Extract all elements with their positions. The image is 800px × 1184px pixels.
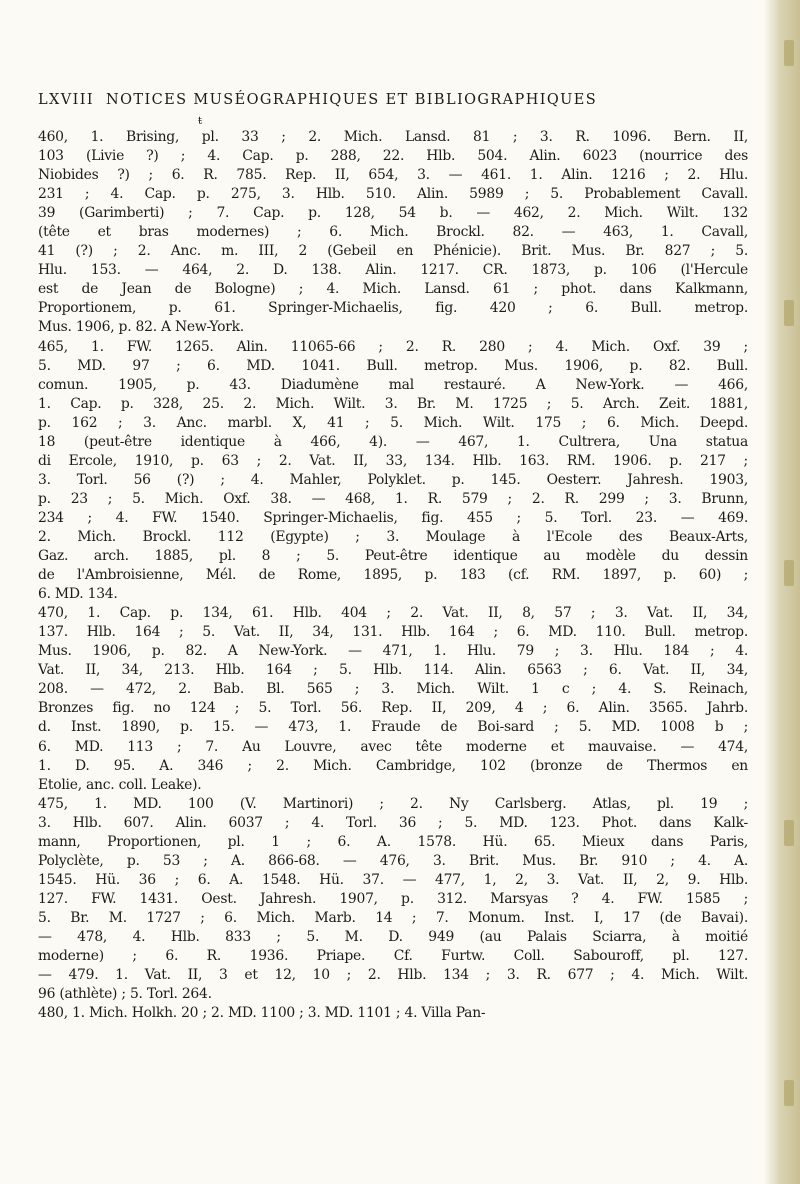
text-line: di Ercole, 1910, p. 63 ; 2. Vat. II, 33, 134. Hlb. 163. RM. 1906. p. 217 ; (38, 452, 748, 469)
edge-stain (784, 1080, 794, 1106)
edge-stain (784, 820, 794, 846)
text-line: 231 ; 4. Cap. p. 275, 3. Hlb. 510. Alin. 5989 ; 5. Probablement Cavall. (38, 186, 748, 203)
text-line: 3. Hlb. 607. Alin. 6037 ; 4. Torl. 36 ; 5. MD. 123. Phot. dans Kalk- (38, 814, 748, 831)
text-line: 1545. Hü. 36 ; 6. A. 1548. Hü. 37. — 477, 1, 2, 3. Vat. II, 2, 9. Hlb. (38, 871, 748, 888)
text-line: (tête et bras modernes) ; 6. Mich. Brockl. 82. — 463, 1. Cavall, (38, 224, 748, 241)
text-line: 18 (peut-être identique à 466, 4). — 467, 1. Cultrera, Una statua (38, 433, 748, 450)
text-line: d. Inst. 1890, p. 15. — 473, 1. Fraude de Boi-sard ; 5. MD. 1008 b ; (38, 719, 748, 736)
text-line: Mus. 1906, p. 82. A New-York. — 471, 1. Hlu. 79 ; 3. Hlu. 184 ; 4. (38, 643, 748, 660)
text-line: de l'Ambroisienne, Mél. de Rome, 1895, p. 183 (cf. RM. 1897, p. 60) ; (38, 567, 748, 584)
edge-stain (784, 300, 794, 326)
text-line: Hlu. 153. — 464, 2. D. 138. Alin. 1217. CR. 1873, p. 106 (l'Hercule (38, 262, 748, 279)
text-line: 39 (Garimberti) ; 7. Cap. p. 128, 54 b. — 462, 2. Mich. Wilt. 132 (38, 205, 748, 222)
text-line: 137. Hlb. 164 ; 5. Vat. II, 34, 131. Hlb. 164 ; 6. MD. 110. Bull. metrop. (38, 624, 748, 641)
text-line: moderne) ; 6. R. 1936. Priape. Cf. Furtw. Coll. Sabouroff, pl. 127. (38, 948, 748, 965)
edge-stain (784, 40, 794, 66)
text-line: 3. Torl. 56 (?) ; 4. Mahler, Polyklet. p. 145. Oesterr. Jahresh. 1903, (38, 471, 748, 488)
notices-text-block (38, 116, 748, 1023)
text-line: 96 (athlète) ; 5. Torl. 264. (38, 986, 212, 1003)
text-line: 6. MD. 113 ; 7. Au Louvre, avec tête moderne et mauvaise. — 474, (38, 738, 748, 755)
text-line: 41 (?) ; 2. Anc. m. III, 2 (Gebeil en Phénicie). Brit. Mus. Br. 827 ; 5. (38, 243, 748, 260)
edge-stain (784, 560, 794, 586)
text-line: 5. Br. M. 1727 ; 6. Mich. Marb. 14 ; 7. Monum. Inst. I, 17 (de Bavai). (38, 909, 748, 926)
text-line: 103 (Livie ?) ; 4. Cap. p. 288, 22. Hlb. 504. Alin. 6023 (nourrice des (38, 148, 748, 165)
text-line: 460, 1. Brising, pl. 33 ; 2. Mich. Lansd. 81 ; 3. R. 1096. Bern. II, (38, 129, 748, 145)
text-line: 5. MD. 97 ; 6. MD. 1041. Bull. metrop. Mus. 1906, p. 82. Bull. (38, 357, 748, 374)
text-line: 1. D. 95. A. 346 ; 2. Mich. Cambridge, 102 (bronze de Thermos en (38, 757, 748, 774)
text-line: 234 ; 4. FW. 1540. Springer-Michaelis, fig. 455 ; 5. Torl. 23. — 469. (38, 509, 748, 526)
text-line: 465, 1. FW. 1265. Alin. 11065-66 ; 2. R. 280 ; 4. Mich. Oxf. 39 ; (38, 338, 748, 355)
text-line: p. 23 ; 5. Mich. Oxf. 38. — 468, 1. R. 579 ; 2. R. 299 ; 3. Brunn, (38, 490, 748, 507)
running-title: NOTICES MUSÉOGRAPHIQUES ET BIBLIOGRAPHIQUES (106, 92, 598, 108)
text-line: Proportionem, p. 61. Springer-Michaelis, fig. 420 ; 6. Bull. metrop. (38, 300, 748, 317)
text-line: ŧ (198, 116, 202, 127)
text-line: — 478, 4. Hlb. 833 ; 5. M. D. 949 (au Palais Sciarra, à moitié (38, 928, 748, 945)
text-line: 127. FW. 1431. Oest. Jahresh. 1907, p. 312. Marsyas ? 4. FW. 1585 ; (38, 890, 748, 907)
text-line: Polyclète, p. 53 ; A. 866-68. — 476, 3. Brit. Mus. Br. 910 ; 4. A. (38, 852, 748, 869)
text-line: 480, 1. Mich. Holkh. 20 ; 2. MD. 1100 ; 3. MD. 1101 ; 4. Villa Pan- (38, 1005, 486, 1022)
text-line: 6. MD. 134. (38, 586, 118, 603)
page-number: LXVIII (38, 92, 95, 108)
text-line: Gaz. arch. 1885, pl. 8 ; 5. Peut-être identique au modèle du dessin (38, 548, 748, 565)
text-line: 470, 1. Cap. p. 134, 61. Hlb. 404 ; 2. Vat. II, 8, 57 ; 3. Vat. II, 34, (38, 605, 748, 622)
text-line: 2. Mich. Brockl. 112 (Egypte) ; 3. Moulage à l'Ecole des Beaux-Arts, (38, 528, 748, 545)
text-line: Etolie, anc. coll. Leake). (38, 776, 202, 793)
text-line: Mus. 1906, p. 82. A New-York. (38, 319, 244, 336)
text-line: p. 162 ; 3. Anc. marbl. X, 41 ; 5. Mich. Wilt. 175 ; 6. Mich. Deepd. (38, 414, 748, 431)
text-line: 1. Cap. p. 328, 25. 2. Mich. Wilt. 3. Br. M. 1725 ; 5. Arch. Zeit. 1881, (38, 395, 748, 412)
text-line: Vat. II, 34, 213. Hlb. 164 ; 5. Hlb. 114. Alin. 6563 ; 6. Vat. II, 34, (38, 662, 748, 679)
text-line: comun. 1905, p. 43. Diadumène mal restauré. A New-York. — 466, (38, 376, 748, 393)
page-edge-shadow (764, 0, 800, 1184)
text-line: 208. — 472, 2. Bab. Bl. 565 ; 3. Mich. Wilt. 1 c ; 4. S. Reinach, (38, 681, 748, 698)
text-line: Bronzes fig. no 124 ; 5. Torl. 56. Rep. II, 209, 4 ; 6. Alin. 3565. Jahrb. (38, 700, 748, 717)
text-line: mann, Proportionen, pl. 1 ; 6. A. 1578. Hü. 65. Mieux dans Paris, (38, 833, 748, 850)
text-line: — 479. 1. Vat. II, 3 et 12, 10 ; 2. Hlb. 134 ; 3. R. 677 ; 4. Mich. Wilt. (38, 967, 748, 984)
text-line: 475, 1. MD. 100 (V. Martinori) ; 2. Ny Carlsberg. Atlas, pl. 19 ; (38, 795, 748, 812)
running-header (38, 92, 738, 108)
text-line: Niobides ?) ; 6. R. 785. Rep. II, 654, 3. — 461. 1. Alin. 1216 ; 2. Hlu. (38, 167, 748, 184)
text-line: est de Jean de Bologne) ; 4. Mich. Lansd. 61 ; phot. dans Kalkmann, (38, 281, 748, 298)
